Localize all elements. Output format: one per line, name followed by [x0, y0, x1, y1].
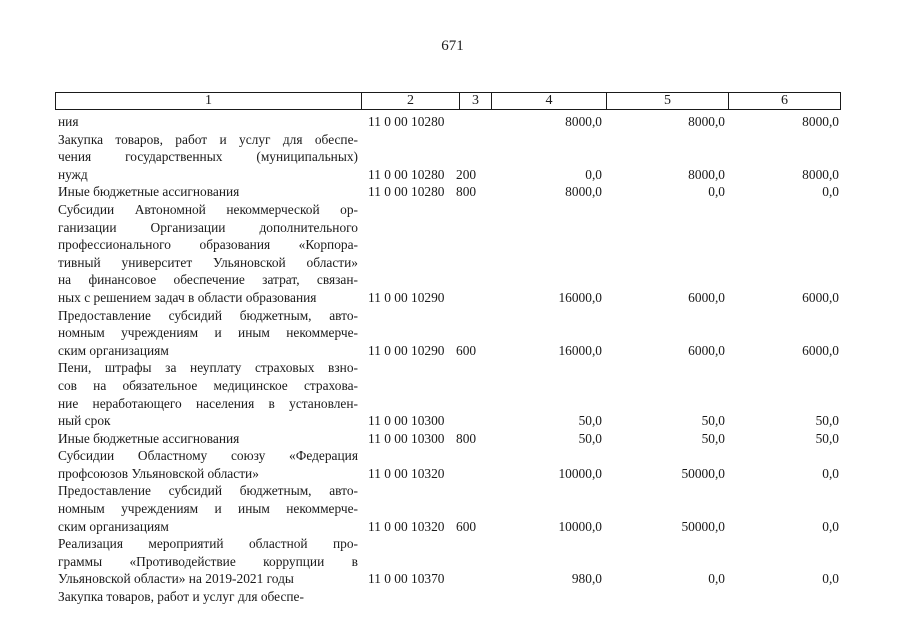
row-value-2020: 50,0: [701, 413, 725, 429]
row-name-line: Иные бюджетные ассигнования: [58, 430, 240, 446]
table-body: [58, 113, 844, 606]
row-name-line: Субсидии Областному союзу «Федерация: [58, 448, 358, 464]
table-row: [58, 131, 844, 184]
header-col-3: 3: [460, 93, 492, 109]
row-name: [58, 447, 358, 482]
row-type: 600: [456, 342, 477, 358]
row-value-2020: 0,0: [708, 571, 725, 587]
row-code: 11 0 00 10280: [368, 114, 445, 129]
row-name: [58, 307, 358, 360]
row-name-line: Реализация мероприятий областной про-: [58, 536, 358, 552]
table-row: [58, 482, 844, 535]
row-name: [58, 201, 358, 307]
row-value-2019: 50,0: [578, 430, 602, 446]
row-code: 11 0 00 10320: [368, 465, 445, 481]
row-name-line: Иные бюджетные ассигнования: [58, 184, 240, 200]
table-row: [58, 201, 844, 307]
row-value-2019: 8000,0: [565, 184, 602, 200]
row-name: [58, 482, 358, 535]
row-value-2020: 50000,0: [681, 465, 725, 481]
row-name: [58, 359, 358, 429]
row-value-2020: 0,0: [708, 184, 725, 200]
table-row: [58, 447, 844, 482]
row-value-2020: 6000,0: [688, 342, 725, 358]
row-value-2021: 50,0: [815, 413, 839, 429]
row-type: 800: [456, 184, 477, 200]
row-name-line: профессионального образования «Корпора-: [58, 237, 358, 253]
row-value-2019: 16000,0: [558, 289, 602, 305]
row-value-2021: 0,0: [822, 465, 839, 481]
row-value-2021: 8000,0: [802, 114, 839, 129]
row-code: 11 0 00 10320: [368, 518, 445, 534]
row-code: 11 0 00 10290: [368, 342, 445, 358]
row-name-line: чения государственных (муниципальных): [58, 149, 358, 165]
row-value-2020: 50,0: [701, 430, 725, 446]
header-col-1: 1: [56, 93, 362, 109]
row-code: 11 0 00 10300: [368, 430, 445, 446]
row-name-line: профсоюзов Ульяновской области»: [58, 465, 259, 481]
row-code: 11 0 00 10300: [368, 413, 445, 429]
table-row: [58, 588, 844, 606]
row-name-line: номным учреждениям и иным некоммерче-: [58, 501, 358, 517]
row-value-2019: 8000,0: [565, 114, 602, 129]
header-col-2: 2: [362, 93, 460, 109]
row-value-2020: 50000,0: [681, 518, 725, 534]
row-name: [58, 113, 358, 131]
row-name-line: Закупка товаров, работ и услуг для обеспе-: [58, 589, 304, 605]
row-value-2019: 980,0: [571, 571, 602, 587]
row-value-2021: 0,0: [822, 571, 839, 587]
table-row: [58, 307, 844, 360]
row-name-line: Субсидии Автономной некоммерческой ор-: [58, 201, 358, 217]
row-name-line: ных с решением задач в области образования: [58, 289, 317, 305]
row-name-line: номным учреждениям и иным некоммерче-: [58, 325, 358, 341]
row-value-2019: 50,0: [578, 413, 602, 429]
page-number: 671: [441, 38, 464, 54]
row-type: 200: [456, 166, 477, 182]
row-value-2020: 8000,0: [688, 114, 725, 129]
row-name-line: ганизации Организации дополнительного: [58, 219, 358, 235]
row-name-line: Пени, штрафы за неуплату страховых взно-: [58, 360, 358, 376]
table-header: [55, 92, 841, 110]
row-value-2019: 10000,0: [558, 465, 602, 481]
row-name-line: на финансовое обеспечение затрат, связан-: [58, 272, 358, 288]
row-name-line: Закупка товаров, работ и услуг для обеспе-: [58, 131, 358, 147]
row-value-2021: 6000,0: [802, 289, 839, 305]
row-code: 11 0 00 10290: [368, 289, 445, 305]
row-type: 600: [456, 518, 477, 534]
row-name-line: ный срок: [58, 413, 111, 429]
row-name-line: сов на обязательное медицинское страхова-: [58, 377, 358, 393]
header-col-6: 6: [781, 93, 788, 108]
row-name-line: Ульяновской области» на 2019-2021 годы: [58, 571, 294, 587]
row-name-line: Предоставление субсидий бюджетным, авто-: [58, 307, 358, 323]
row-name: [58, 588, 358, 606]
row-name: [58, 183, 358, 201]
row-value-2019: 10000,0: [558, 518, 602, 534]
row-name-line: нужд: [58, 166, 88, 182]
table-row: [58, 113, 844, 131]
row-name: [58, 131, 358, 184]
row-type: 800: [456, 430, 477, 446]
row-name: [58, 430, 358, 448]
row-name-line: граммы «Противодействие коррупции в: [58, 553, 358, 569]
row-name-line: ским организациям: [58, 342, 169, 358]
row-code: 11 0 00 10280: [368, 184, 445, 200]
row-name-line: ние неработающего населения в установлен-: [58, 395, 358, 411]
row-name: [58, 535, 358, 588]
row-name-line: ния: [58, 114, 79, 129]
table-row: [58, 183, 844, 201]
row-value-2020: 6000,0: [688, 289, 725, 305]
table-row: [58, 535, 844, 588]
row-name-line: Предоставление субсидий бюджетным, авто-: [58, 483, 358, 499]
row-value-2021: 8000,0: [802, 166, 839, 182]
header-col-5: 5: [607, 93, 729, 109]
row-value-2021: 50,0: [815, 430, 839, 446]
row-value-2021: 0,0: [822, 184, 839, 200]
row-value-2020: 8000,0: [688, 166, 725, 182]
row-code: 11 0 00 10370: [368, 571, 445, 587]
row-name-line: ским организациям: [58, 518, 169, 534]
row-name-line: тивный университет Ульяновской области»: [58, 254, 358, 270]
row-value-2021: 0,0: [822, 518, 839, 534]
row-value-2019: 0,0: [585, 166, 602, 182]
table-row: [58, 359, 844, 429]
row-value-2021: 6000,0: [802, 342, 839, 358]
header-col-4: 4: [492, 93, 607, 109]
row-value-2019: 16000,0: [558, 342, 602, 358]
row-code: 11 0 00 10280: [368, 166, 445, 182]
table-row: [58, 430, 844, 448]
